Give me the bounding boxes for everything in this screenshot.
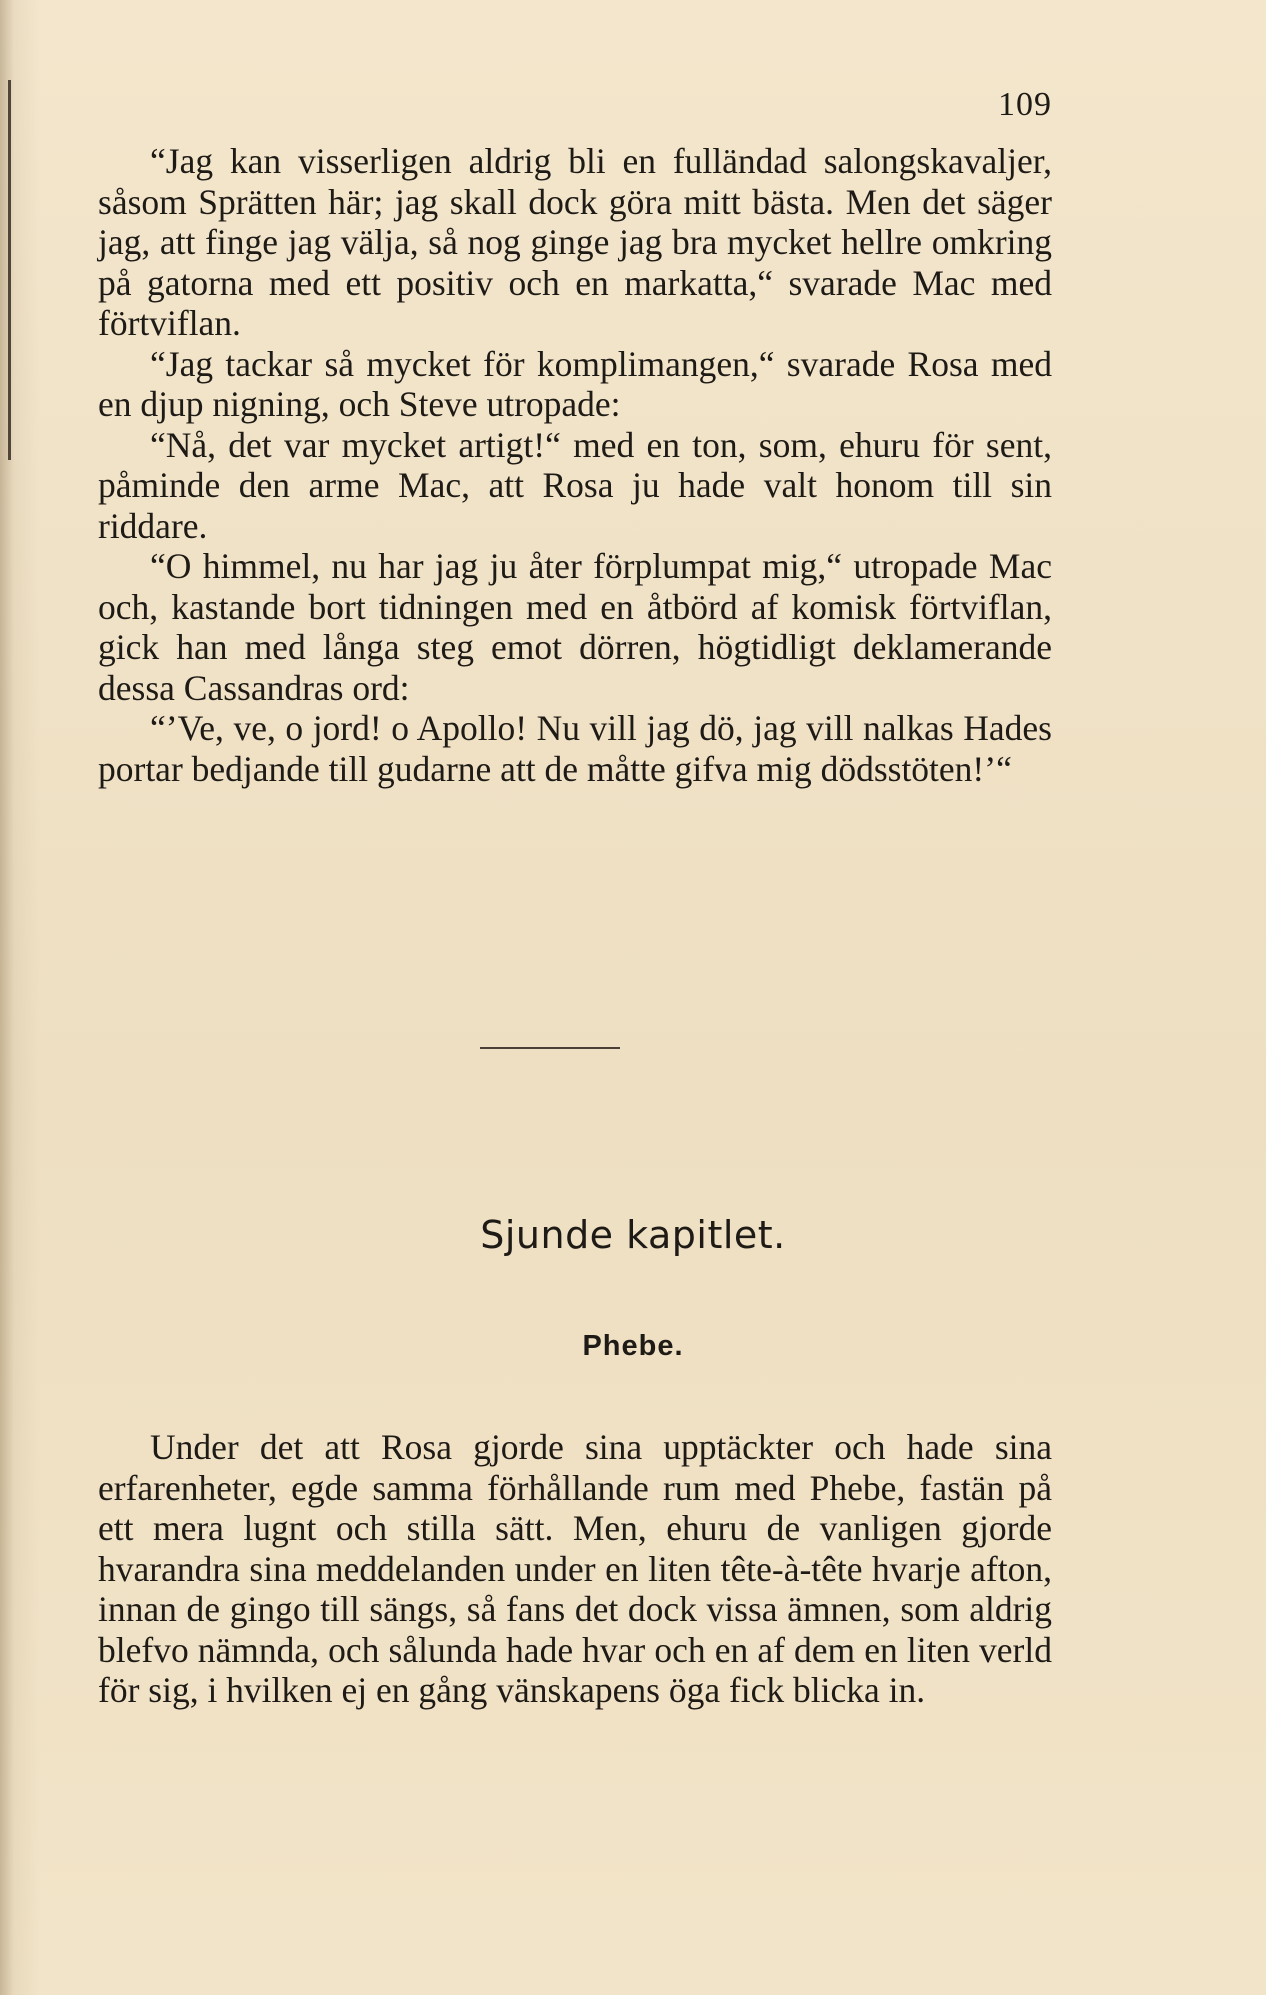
upper-text-block	[98, 141, 1052, 789]
paragraph-rosa-thanks: “Jag tackar så mycket för komplimangen,“ svarade Rosa med en djup nigning, och Steve utropade:	[98, 343, 1052, 424]
section-divider	[480, 1047, 620, 1049]
paragraph-steve-exclaims: “Nå, det var mycket artigt!“ med en ton, som, ehuru för sent, påminde den arme Mac, att Rosa ju hade valt honom till sin riddare.	[98, 424, 1052, 546]
binding-edge	[8, 80, 11, 460]
section-title: Phebe.	[582, 1330, 684, 1362]
chapter-title: Sjunde kapitlet.	[480, 1213, 786, 1257]
lower-text-block	[98, 1427, 1052, 1711]
paragraph-mac-reply: “Jag kan visserligen aldrig bli en fulländad salongskavaljer, såsom Sprätten här; jag skall dock göra mitt bästa. Men det säger jag, att finge jag välja, så nog ginge jag bra mycket hellre omkring på gatorna med ett positiv och en markatta,“ svarade Mac med förtviflan.	[98, 141, 1052, 343]
paragraph-phebe-intro: Under det att Rosa gjorde sina upptäckter och hade sina erfarenheter, egde samma förhållande rum med Phebe, fastän på ett mera lugnt och stilla sätt. Men, ehuru de vanligen gjorde hvarandra sina meddelanden under en liten tête-à-tête hvarje afton, innan de gingo till sängs, så fans det dock vissa ämnen, som aldrig blefvo nämnda, och sålunda hade hvar och en af dem en liten verld för sig, i hvilken ej en gång vänskapens öga fick blicka in.	[98, 1427, 1052, 1710]
paragraph-cassandra-quote: “’Ve, ve, o jord! o Apollo! Nu vill jag dö, jag vill nalkas Hades portar bedjande till gudarne att de måtte gifva mig dödsstöten!’“	[98, 708, 1052, 789]
paragraph-mac-exclaims: “O himmel, nu har jag ju åter förplumpat mig,“ utropade Mac och, kastande bort tidningen med en åtbörd af komisk förtviflan, gick han med långa steg emot dörren, högtidligt deklamerande dessa Cassandras ord:	[98, 546, 1052, 708]
page-number: 109	[998, 86, 1052, 123]
